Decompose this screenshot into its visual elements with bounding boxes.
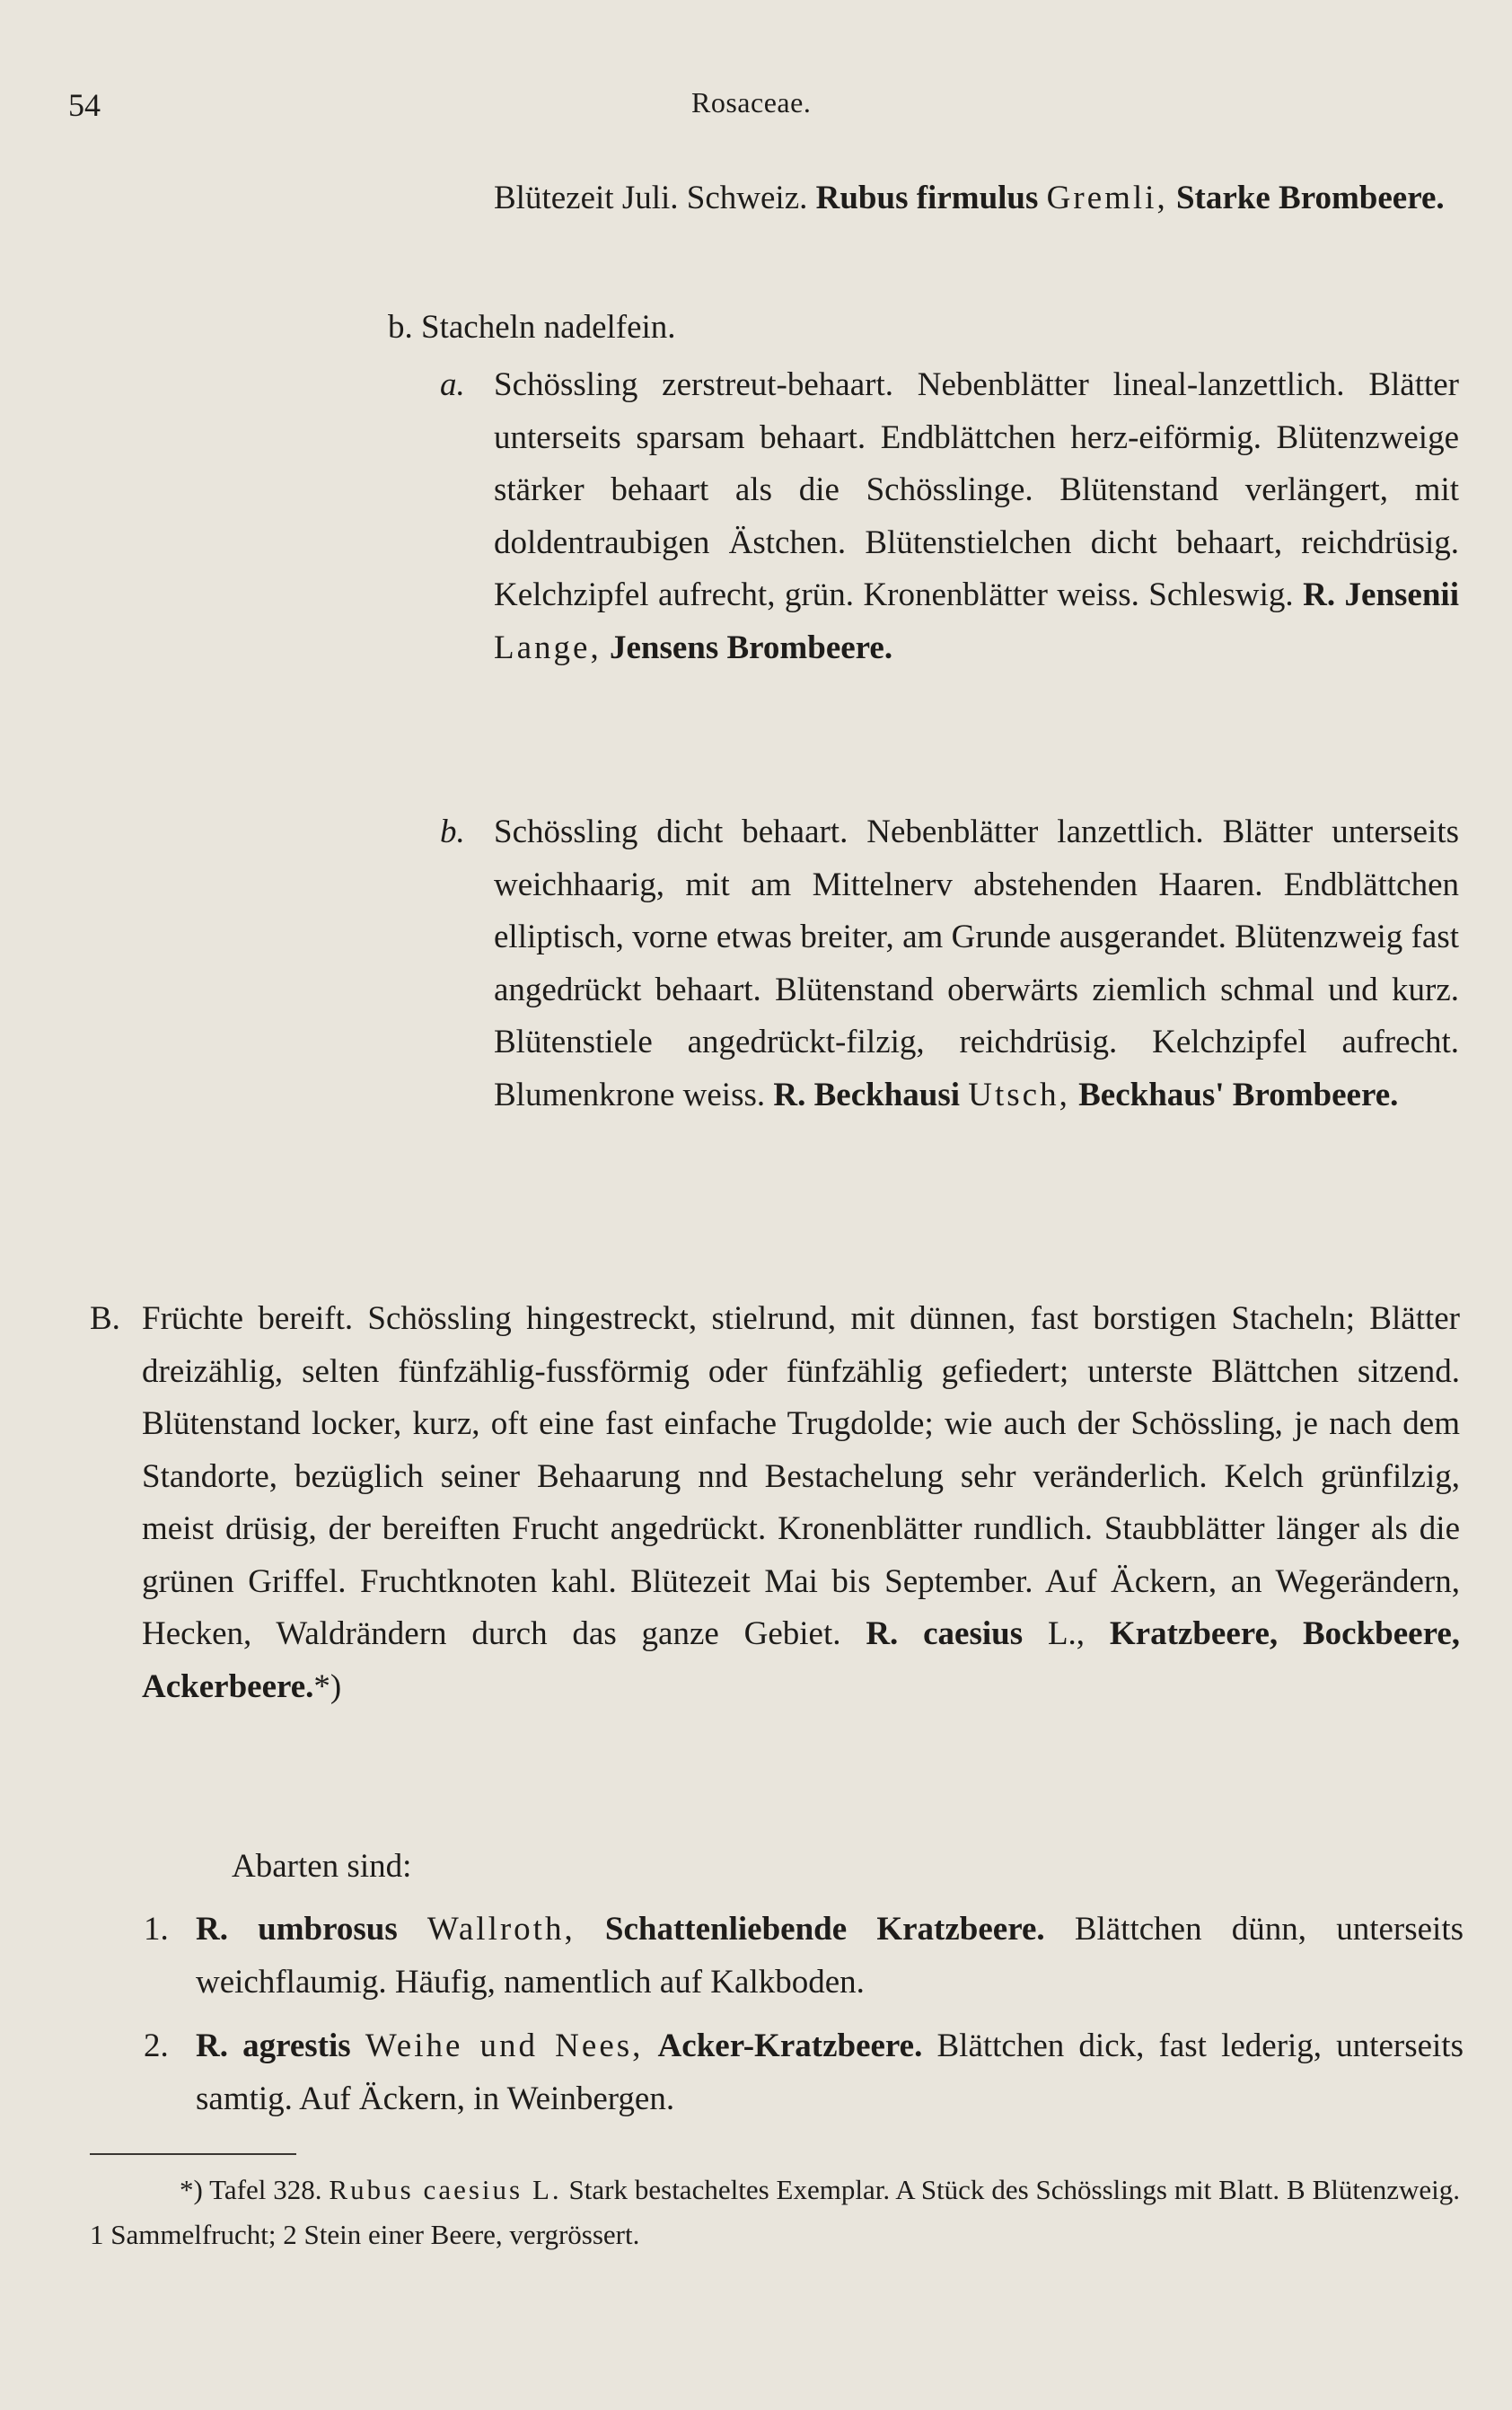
subsection-b-heading: b. Stacheln nadelfein. (388, 309, 676, 346)
species-name: R. agrestis (196, 2027, 351, 2064)
variety-number: 1. (144, 1911, 169, 1948)
species-author: Wallroth, (426, 1911, 576, 1948)
common-name: Kratzbeere, Bockbeere, Ackerbeere. (142, 1615, 1461, 1705)
species-name: R. Jensenii (1303, 576, 1459, 613)
entry-label: a. (440, 366, 465, 403)
section-b (90, 1293, 1460, 1713)
species-name: Rubus firmulus (815, 180, 1039, 216)
species-name: R. caesius (866, 1615, 1024, 1652)
variety-item (144, 1904, 1464, 2009)
common-name: Jensens Brombeere. (609, 629, 893, 666)
entry-beta (440, 806, 1459, 1121)
species-author: L., (1047, 1615, 1086, 1652)
intro-paragraph (494, 172, 1459, 225)
footnote-rule (90, 2153, 296, 2155)
section-label: B. (90, 1300, 120, 1337)
footnote-text: Stark bestacheltes Exemplar. A Stück des Schösslings mit Blatt. B Blütenzweig. 1 Sammelfrucht; 2 Stein einer Beere, vergrössert. (90, 2174, 1460, 2250)
section-text: Früchte bereift. Schössling hingestreckt, stielrund, mit dünnen, fast borstigen Stacheln; Blätter dreizählig, selten fünfzählig-fussförmig oder fünfzählig gefiedert; unterste Blättchen sitzend. Blütenstand locker, kurz, oft eine fast einfache Trugdolde; wie auch der Schössling, je nach dem Standorte, bezüglich seiner Behaarung nnd Bestachelung sehr veränderlich. Kelch grünfilzig, meist drüsig, der bereiften Frucht angedrückt. Kronenblätter rundlich. Staubblätter länger als die grünen Griffel. Fruchtknoten kahl. Blütezeit Mai bis September. Auf Äckern, an Wegerändern, Hecken, Waldrändern durch das ganze Gebiet. (142, 1300, 1460, 1652)
entry-label: b. (440, 814, 465, 850)
running-head: Rosaceae. (691, 86, 812, 119)
common-name: Starke Brombeere. (1175, 180, 1445, 216)
species-author: Utsch, (968, 1076, 1070, 1113)
common-name: Beckhaus' Brombeere. (1078, 1076, 1399, 1113)
footnote-ref: *) (313, 1667, 342, 1705)
entry-text: Schössling dicht behaart. Nebenblätter lanzettlich. Blätter unterseits weichhaarig, mit am Mittelnerv abstehenden Haaren. Endblättchen elliptisch, vorne etwas breiter, am Grunde ausgerandet. Blütenzweig fast angedrückt behaart. Blütenstand oberwärts ziemlich schmal und kurz. Blütenstiele angedrückt-filzig, reichdrüsig. Kelchzipfel aufrecht. Blumenkrone weiss. (494, 814, 1459, 1113)
intro-text: Blütezeit Juli. Schweiz. (494, 180, 816, 216)
species-author: Lange, (494, 629, 602, 666)
species-author: Gremli, (1046, 180, 1168, 216)
footnote-marker: *) (180, 2174, 203, 2205)
entry-alpha (440, 359, 1459, 674)
footnote-text: Tafel 328. (202, 2174, 330, 2205)
variety-text: Blättchen dünn, unterseits weichflaumig. Häufig, namentlich auf Kalkboden. (196, 1911, 1464, 2001)
page-header (0, 86, 1512, 128)
entry-text: Schössling zerstreut-behaart. Nebenblätter lineal-lanzettlich. Blätter unterseits sparsam behaart. Endblättchen herz-eiförmig. Blütenzweige stärker behaart als die Schösslinge. Blütenstand verlängert, mit doldentraubigen Ästchen. Blütenstielchen dicht behaart, reichdrüsig. Kelchzipfel aufrecht, grün. Kronenblätter weiss. Schleswig. (494, 366, 1459, 613)
footnote (90, 2168, 1460, 2257)
common-name: Schattenliebende Kratzbeere. (604, 1911, 1045, 1948)
common-name: Acker-Kratzbeere. (657, 2027, 923, 2064)
footnote-species: Rubus caesius L. (329, 2174, 562, 2205)
species-name: R. umbrosus (196, 1911, 398, 1948)
variety-text: Blättchen dick, fast lederig, unterseits samtig. Auf Äckern, in Weinbergen. (196, 2027, 1464, 2117)
variety-number: 2. (144, 2027, 169, 2064)
species-name: R. Beckhausi (773, 1076, 961, 1113)
page-number: 54 (68, 87, 101, 123)
variety-item (144, 2020, 1464, 2125)
species-author: Weihe und Nees, (365, 2027, 644, 2064)
varieties-heading: Abarten sind: (232, 1848, 412, 1885)
